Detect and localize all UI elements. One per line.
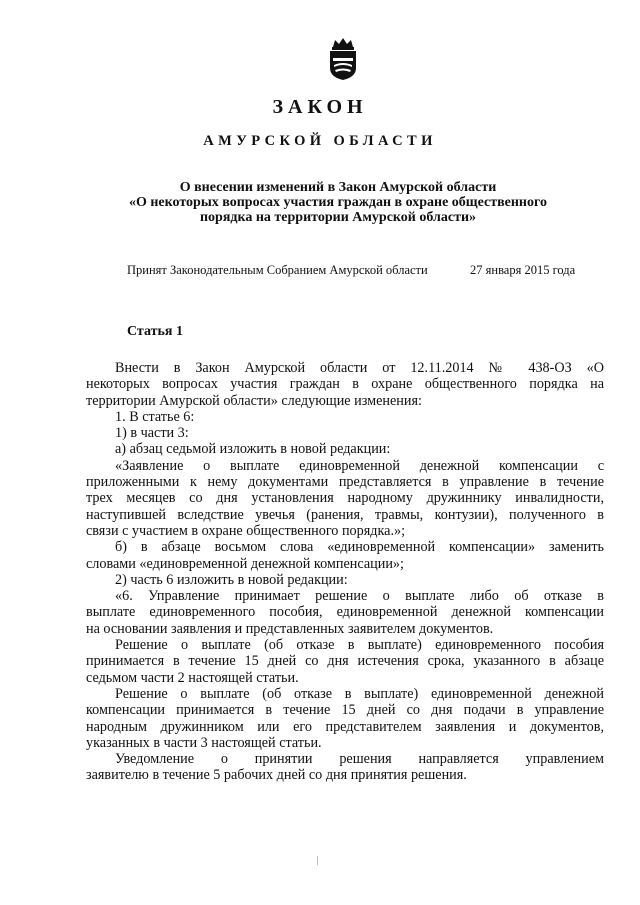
body-line: некоторых вопросах участия граждан в охране общественного порядка на xyxy=(86,376,604,393)
adoption-date: 27 января 2015 года xyxy=(470,263,576,277)
body-line: связи с участием в охране общественного порядка.»; xyxy=(86,522,406,539)
body-line: Уведомление о принятии решения направляется управлением xyxy=(115,751,604,768)
law-title: ЗАКОН xyxy=(272,96,368,118)
body-line: принимается в течение 15 дней со дня истечения срока, указанного в абзаце xyxy=(86,653,604,670)
heading-line: «О некоторых вопросах участия граждан в охране общественного xyxy=(128,195,548,210)
body-line: указанных в части 3 настоящей статьи. xyxy=(86,734,322,751)
scan-mark xyxy=(317,856,318,865)
body-line: Решение о выплате (об отказе в выплате) единовременного пособия xyxy=(115,637,604,654)
article-body xyxy=(86,360,604,784)
body-line: выплате единовременного пособия, единовременной денежной компенсации xyxy=(86,604,604,621)
body-line: Решение о выплате (об отказе в выплате) единовременной денежной xyxy=(115,685,604,702)
heading-line: порядка на территории Амурской области» xyxy=(199,210,477,225)
body-line: «6. Управление принимает решение о выплате либо об отказе в xyxy=(115,588,604,605)
heading-line: О внесении изменений в Закон Амурской области xyxy=(179,180,497,195)
article-title: Статья 1 xyxy=(127,324,183,339)
body-line: приложенными к нему документами представляется в управление в течение xyxy=(86,474,604,491)
body-line: 1) в части 3: xyxy=(115,425,189,442)
body-line: 1. В статье 6: xyxy=(115,408,195,425)
body-line: народным дружинником или его представителем заявления и документов, xyxy=(86,718,604,735)
body-line: а) абзац седьмой изложить в новой редакции: xyxy=(115,441,391,458)
region-title: АМУРСКОЙ ОБЛАСТИ xyxy=(203,133,437,149)
body-line: 2) часть 6 изложить в новой редакции: xyxy=(115,571,348,588)
body-line: территории Амурской области» следующие изменения: xyxy=(86,392,422,409)
body-line: наступившей вследствие увечья (ранения, травмы, контузии), полученного в xyxy=(86,506,604,523)
body-line: словами «единовременной денежной компенсации»; xyxy=(86,555,404,572)
body-line: компенсации принимается в течение 15 дней со дня подачи в управление xyxy=(86,702,604,719)
law-heading xyxy=(100,180,576,225)
body-line: б) в абзаце восьмом слова «единовременной компенсации» заменить xyxy=(115,539,604,556)
body-line: трех месяцев со дня установления народному дружиннику инвалидности, xyxy=(86,490,604,507)
body-line: заявителю в течение 5 рабочих дней со дня принятия решения. xyxy=(86,767,467,784)
body-line: седьмом части 2 настоящей статьи. xyxy=(86,669,299,686)
body-line: на основании заявления и представленных заявителем документов. xyxy=(86,620,494,637)
body-line: «Заявление о выплате единовременной денежной компенсации с xyxy=(115,457,604,474)
body-line: Внести в Закон Амурской области от 12.11.2014 № 438-ОЗ «О xyxy=(115,360,604,376)
adoption-statement: Принят Законодательным Собранием Амурской области xyxy=(127,263,428,277)
coat-of-arms-icon xyxy=(326,38,360,80)
